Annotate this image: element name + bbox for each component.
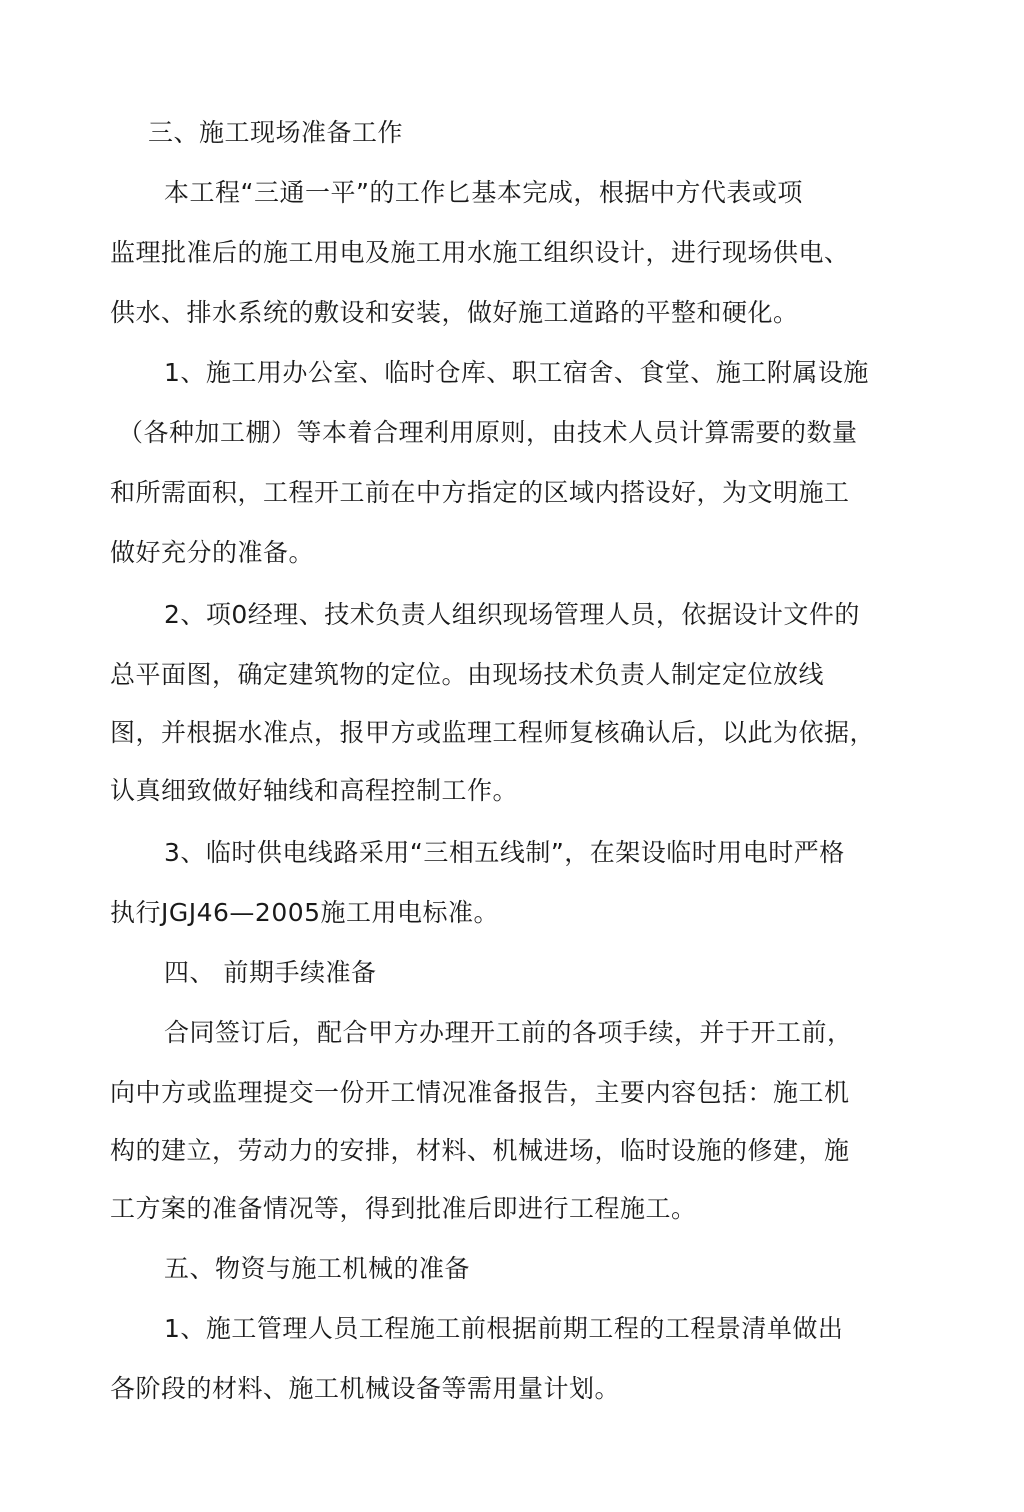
paragraph-line: 认真细致做好轴线和高程控制工作。 [110, 776, 519, 805]
paragraph-line: 工方案的准备情况等，得到批准后即进行工程施工。 [110, 1194, 697, 1223]
paragraph-line: 各阶段的材料、施工机械设备等需用量计划。 [110, 1374, 621, 1403]
paragraph-line: 图，并根据水准点，报甲方或监理工程师复核确认后，以此为依据， [110, 718, 876, 747]
paragraph-line: 监理批准后的施工用电及施工用水施工组织设计，进行现场供电、 [110, 238, 850, 267]
paragraph-line: （各种加工棚）等本着合理利用原则，由技术人员计算需要的数量 [118, 418, 858, 447]
paragraph-line: 向中方或监理提交一份开工情况准备报告，主要内容包括：施工机 [110, 1078, 850, 1107]
list-item-line: 3、临时供电线路采用“三相五线制”，在架设临时用电时严格 [164, 838, 845, 867]
list-item-line: 1、施工用办公室、临时仓库、职工宿舍、食堂、施工附属设施 [164, 358, 869, 387]
paragraph-line: 总平面图，确定建筑物的定位。由现场技术负责人制定定位放线 [110, 660, 825, 689]
paragraph-line: 执行JGJ46—2005施工用电标准。 [110, 898, 500, 927]
paragraph-line: 和所需面积，工程开工前在中方指定的区域内搭设好，为文明施工 [110, 478, 850, 507]
list-item-line: 2、项0经理、技术负责人组织现场管理人员，依据设计文件的 [164, 600, 860, 629]
paragraph-line: 供水、排水系统的敷设和安装，做好施工道路的平整和硬化。 [110, 298, 799, 327]
paragraph-line: 做好充分的准备。 [110, 538, 315, 567]
section-heading-4: 四、 前期手续准备 [164, 958, 377, 987]
paragraph-line: 本工程“三通一平”的工作匕基本完成，根据中方代表或项 [164, 178, 803, 207]
paragraph-line: 构的建立，劳动力的安排，材料、机械进场，临时设施的修建，施 [110, 1136, 850, 1165]
section-heading-5: 五、物资与施工机械的准备 [164, 1254, 471, 1283]
section-heading-3: 三、施工现场准备工作 [148, 118, 404, 147]
paragraph-line: 合同签订后，配合甲方办理开工前的各项手续，并于开工前， [164, 1018, 853, 1047]
list-item-line: 1、施工管理人员工程施工前根据前期工程的工程景清单做出 [164, 1314, 844, 1343]
